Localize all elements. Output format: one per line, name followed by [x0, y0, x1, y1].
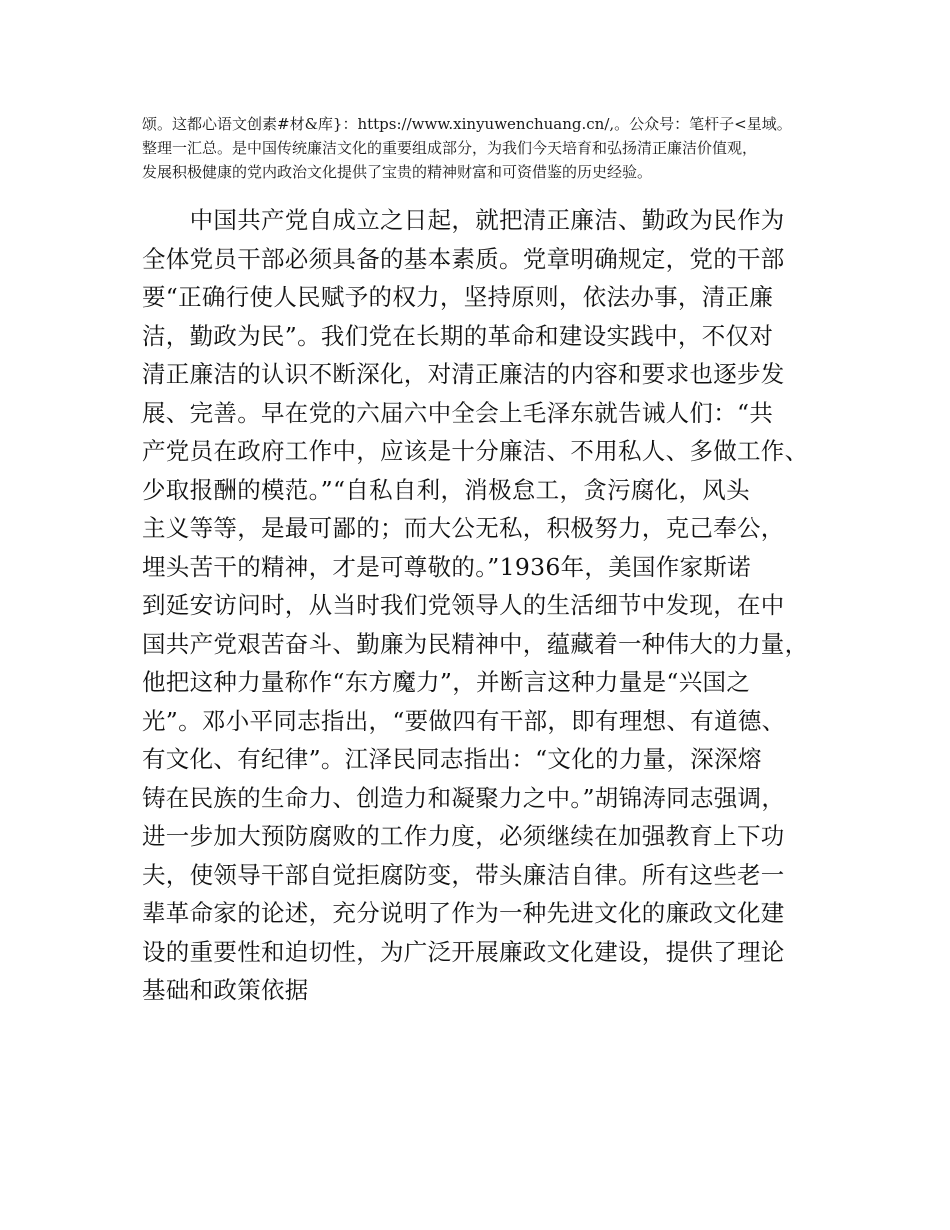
- body-line: 产党员在政府工作中，应该是十分廉洁、不用私人、多做工作、: [142, 437, 809, 465]
- header-note: [142, 112, 842, 184]
- body-line: 到延安访问时，从当时我们党领导人的生活细节中发现，在中: [142, 591, 785, 619]
- header-note-line: 发展积极健康的党内政治文化提供了宝贵的精神财富和可资借鉴的历史经验。: [142, 163, 653, 181]
- body-line: 设的重要性和迫切性，为广泛开展廉政文化建设，提供了理论: [142, 937, 785, 966]
- body-line: 他把这种力量称作“东方魔力”，并断言这种力量是“兴国之: [142, 668, 751, 696]
- body-line: 少取报酬的模范。”“自私自利，消极怠工，贪污腐化，风头: [142, 475, 750, 504]
- body-line: 夫，使领导干部自觉拒腐防变，带头廉洁自律。所有这些老一: [142, 860, 785, 889]
- body-line: 要“正确行使人民赋予的权力，坚持原则，依法办事，清正廉: [142, 283, 774, 311]
- body-line: 全体党员干部必须具备的基本素质。党章明确规定，党的干部: [142, 244, 785, 273]
- body-line: 洁，勤政为民”。我们党在长期的革命和建设实践中，不仅对: [142, 321, 774, 350]
- body-line: 主义等等，是最可鄙的；而大公无私，积极努力，克己奉公，: [142, 514, 785, 542]
- body-line: 基础和政策依据: [142, 976, 309, 1004]
- body-line: 国共产党艰苦奋斗、勤廉为民精神中，蕴藏着一种伟大的力量，: [142, 629, 809, 658]
- body-line: 辈革命家的论述，充分说明了作为一种先进文化的廉政文化建: [142, 899, 785, 927]
- body-line: 埋头苦干的精神，才是可尊敬的。”1936年，美国作家斯诺: [142, 552, 751, 581]
- body-line: 光”。邓小平同志指出，“要做四有干部，即有理想、有道德、: [142, 706, 786, 735]
- header-note-line: 整理一汇总。是中国传统廉洁文化的重要组成部分，为我们今天培育和弘扬清正廉洁价值观，: [142, 139, 758, 157]
- body-line: 清正廉洁的认识不断深化，对清正廉洁的内容和要求也逐步发: [142, 360, 785, 388]
- body-line: 铸在民族的生命力、创造力和凝聚力之中。”胡锦涛同志强调，: [142, 783, 786, 812]
- body-paragraph: [142, 201, 832, 1010]
- body-line: 有文化、有纪律”。江泽民同志指出：“文化的力量，深深熔: [142, 745, 762, 773]
- header-note-line: 颂。这都心语文创素#材&库}：https://www.xinyuwenchuang.cn/,。公众号：笔杆子<星域。: [142, 115, 792, 133]
- body-line: 中国共产党自成立之日起，就把清正廉洁、勤政为民作为: [142, 206, 785, 234]
- body-line: 进一步加大预防腐败的工作力度，必须继续在加强教育上下功: [142, 822, 785, 850]
- body-line: 展、完善。早在党的六届六中全会上毛泽东就告诫人们：“共: [142, 398, 774, 427]
